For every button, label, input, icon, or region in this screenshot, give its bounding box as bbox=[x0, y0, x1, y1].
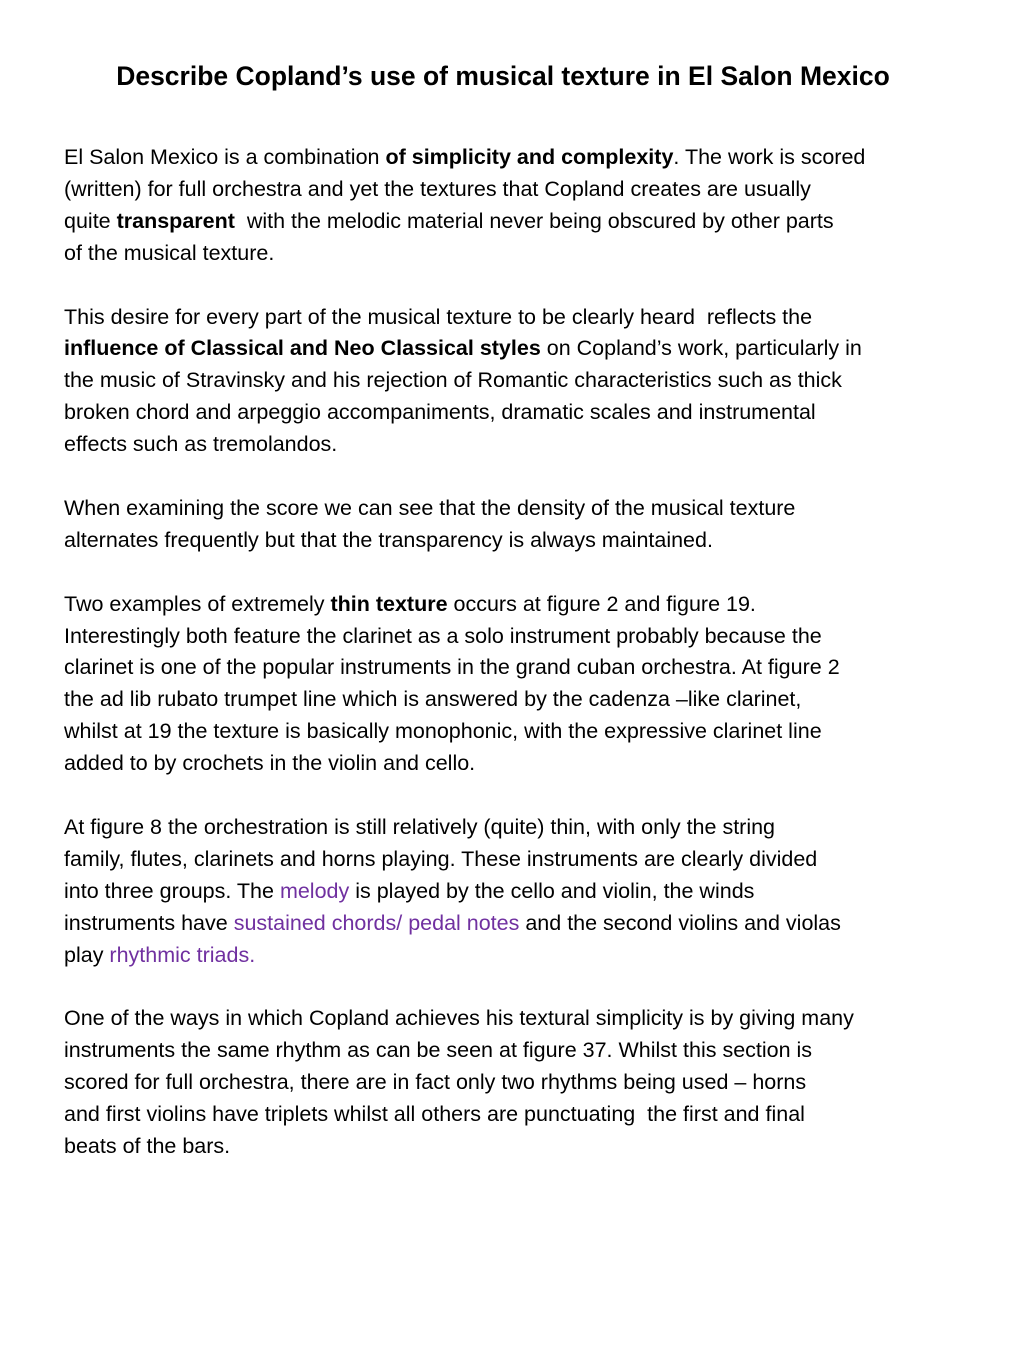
bold-phrase: of simplicity and complexity bbox=[385, 145, 674, 169]
text-line: the music of Stravinsky and his rejection of Romantic characteristics such as thick bbox=[64, 368, 842, 393]
page-title: Describe Copland’s use of musical texture in El Salon Mexico bbox=[116, 61, 890, 91]
paragraph-rhythm bbox=[64, 1003, 964, 1163]
paragraph-influence bbox=[64, 302, 964, 462]
text-line: beats of the bars. bbox=[64, 1134, 231, 1159]
text-run: instruments have bbox=[64, 910, 234, 935]
text-line bbox=[64, 142, 964, 174]
text-run: quite bbox=[64, 208, 117, 233]
text-line bbox=[64, 589, 964, 621]
text-line: At figure 8 the orchestration is still relatively (quite) thin, with only the string bbox=[64, 814, 776, 839]
text-line: the ad lib rubato trumpet line which is answered by the cadenza –like clarinet, bbox=[64, 687, 802, 712]
paragraph-intro bbox=[64, 142, 964, 270]
text-run: with the melodic material never being obscured by other parts bbox=[234, 208, 834, 233]
highlighted-phrase: sustained chords/ pedal notes bbox=[233, 910, 520, 935]
document-body bbox=[64, 142, 964, 1195]
bold-phrase: thin texture bbox=[330, 591, 448, 616]
text-line: (written) for full orchestra and yet the textures that Copland creates are usually bbox=[64, 176, 811, 201]
text-run: and the second violins and violas bbox=[519, 910, 841, 935]
text-line: broken chord and arpeggio accompaniments, dramatic scales and instrumental bbox=[64, 400, 816, 425]
text-line: effects such as tremolandos. bbox=[64, 432, 338, 457]
text-line: This desire for every part of the musical texture to be clearly heard reflects the bbox=[64, 304, 813, 329]
text-line: alternates frequently but that the transparency is always maintained. bbox=[64, 527, 713, 552]
text-line bbox=[64, 333, 964, 365]
text-line: added to by crochets in the violin and cello. bbox=[64, 751, 476, 776]
text-run: . The work is scored bbox=[673, 145, 866, 169]
text-run: into three groups. The bbox=[64, 878, 280, 903]
text-line: Interestingly both feature the clarinet as a solo instrument probably because the bbox=[64, 623, 822, 648]
text-line: of the musical texture. bbox=[64, 240, 275, 265]
text-run: El Salon Mexico is a combination bbox=[64, 145, 386, 169]
text-line: and first violins have triplets whilst all others are punctuating the first and final bbox=[64, 1102, 805, 1127]
text-line bbox=[64, 908, 964, 940]
text-line: clarinet is one of the popular instruments in the grand cuban orchestra. At figure 2 bbox=[64, 655, 840, 680]
text-run: Two examples of extremely bbox=[64, 591, 331, 616]
text-line bbox=[64, 876, 964, 908]
text-line: family, flutes, clarinets and horns playing. These instruments are clearly divided bbox=[64, 846, 818, 871]
bold-phrase: transparent bbox=[116, 208, 235, 233]
highlighted-phrase: melody bbox=[279, 878, 350, 903]
text-run: is played by the cello and violin, the winds bbox=[349, 878, 755, 903]
highlighted-phrase: rhythmic triads. bbox=[109, 942, 256, 967]
text-line bbox=[64, 940, 964, 972]
paragraph-figure-8 bbox=[64, 812, 964, 972]
text-line: scored for full orchestra, there are in fact only two rhythms being used – horns bbox=[64, 1070, 807, 1095]
text-line: When examining the score we can see that the density of the musical texture bbox=[64, 495, 796, 520]
text-line: whilst at 19 the texture is basically monophonic, with the expressive clarinet line bbox=[64, 719, 822, 744]
paragraph-thin-texture bbox=[64, 589, 964, 780]
text-run: play bbox=[64, 942, 110, 967]
text-run: on Copland’s work, particularly in bbox=[540, 336, 862, 361]
text-line bbox=[64, 206, 964, 238]
text-line: One of the ways in which Copland achieves his textural simplicity is by giving many bbox=[64, 1006, 854, 1031]
paragraph-density bbox=[64, 493, 964, 557]
bold-phrase: influence of Classical and Neo Classical styles bbox=[64, 336, 541, 361]
text-line: instruments the same rhythm as can be seen at figure 37. Whilst this section is bbox=[64, 1038, 813, 1063]
text-run: occurs at figure 2 and figure 19. bbox=[447, 591, 756, 616]
